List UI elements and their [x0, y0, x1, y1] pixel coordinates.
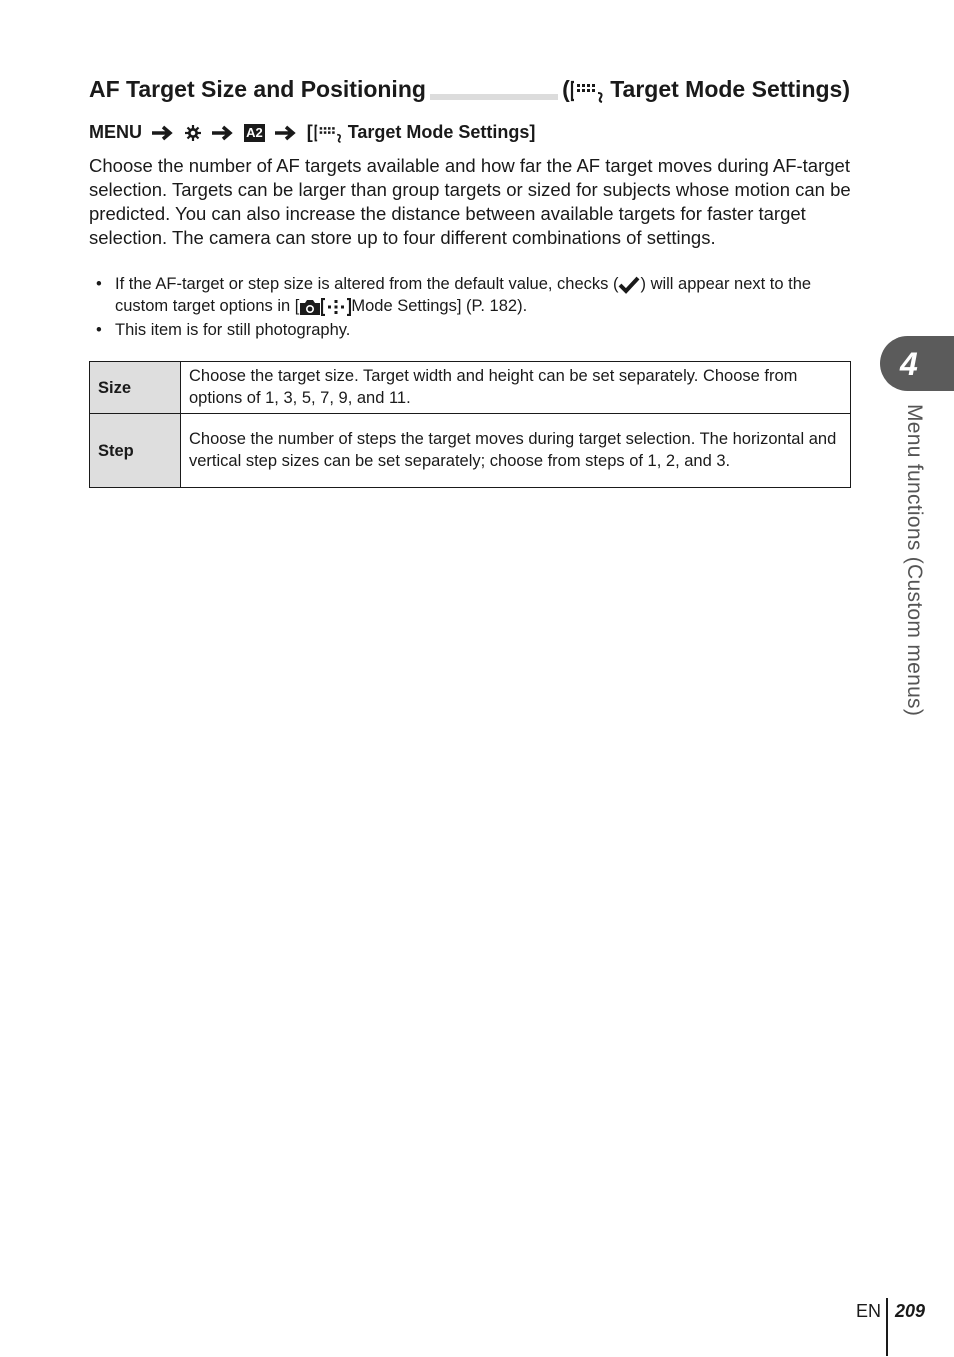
gear-icon — [184, 124, 202, 142]
description: Choose the number of AF targets available and how far the AF target moves during AF-target selection. Targets can be larger than group targets or sized for subjects whose motion can be predicted. You can also increase the distance between available targets for faster target selection. The camera can store up to four different combinations of settings. — [89, 155, 851, 248]
table-row — [90, 362, 851, 414]
note-text: This item is for still photography. — [115, 321, 351, 339]
note-text: If the AF-target or step size is altered from the default value, checks ( — [115, 275, 619, 293]
table-key: Size — [90, 362, 181, 414]
menu-open-bracket: [ — [306, 122, 313, 142]
options-table — [89, 361, 851, 488]
menu-path — [89, 120, 535, 144]
arrow-right-icon — [211, 125, 235, 141]
table-value: Choose the number of steps the target moves during target selection. The horizontal and vertical step sizes can be set separately; choose from steps of 1, 2, and 3. — [181, 414, 851, 488]
table-value: Choose the target size. Target width and height can be set separately. Choose from options of 1, 3, 5, 7, 9, and 11. — [181, 362, 851, 414]
page-title-suffix — [558, 74, 850, 104]
title-suffix-text: Target Mode Settings) — [610, 76, 850, 102]
table-key: Step — [90, 414, 181, 488]
bullet: • — [96, 275, 102, 293]
arrow-right-icon — [151, 125, 175, 141]
menu-item-label: Target Mode Settings] — [347, 122, 536, 142]
af-target-mode-icon — [321, 298, 351, 316]
af-target-icon — [313, 123, 343, 143]
checkmark-icon — [618, 276, 640, 294]
page-title: AF Target Size and Positioning — [89, 74, 430, 104]
notes-list — [89, 273, 855, 343]
bullet: • — [96, 321, 102, 339]
custom-menu-tab-icon: A2 — [246, 125, 263, 141]
arrow-right-icon — [274, 125, 298, 141]
note-text: Mode Settings] (P. 182). — [351, 297, 528, 315]
af-target-icon — [570, 79, 604, 103]
title-paren: ( — [562, 76, 570, 102]
list-item — [89, 273, 855, 317]
table-row — [90, 414, 851, 488]
page-number: 209 — [895, 1301, 926, 1321]
footer-divider — [886, 1298, 888, 1356]
chapter-number: 4 — [900, 346, 918, 382]
list-item — [89, 319, 855, 341]
note-text: ) will appear next to the custom target options in [ — [115, 275, 812, 315]
chapter-label: Menu functions (Custom menus) — [903, 404, 926, 717]
camera-icon — [299, 298, 321, 316]
footer-language: EN — [856, 1301, 882, 1321]
menu-label: MENU — [89, 122, 142, 142]
